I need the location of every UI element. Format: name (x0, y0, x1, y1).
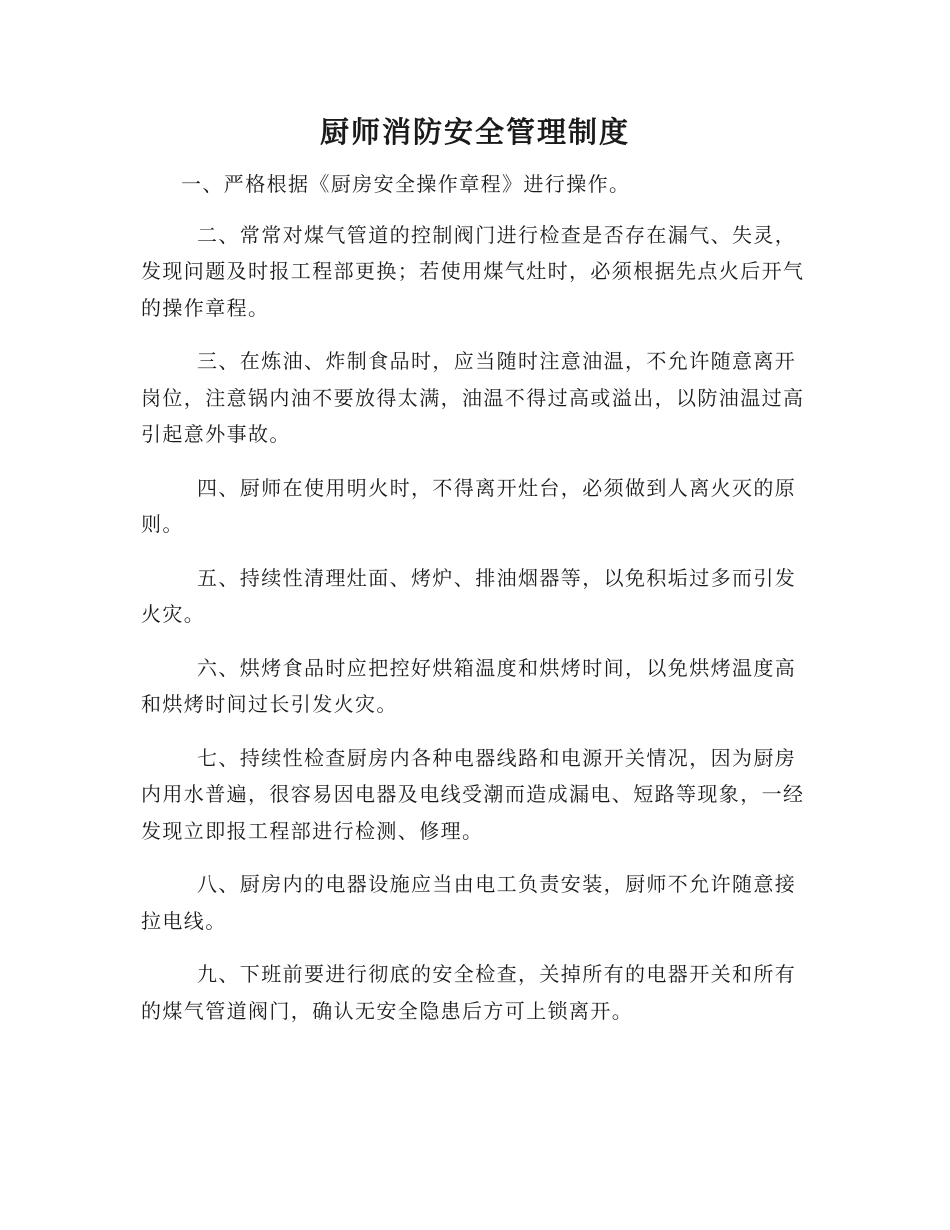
paragraph-2: 二、常常对煤气管道的控制阀门进行检查是否存在漏气、失灵，发现问题及时报工程部更换；若使用煤气灶时，必须根据先点火后开气的操作章程。 (141, 222, 805, 320)
paragraph-3: 三、在炼油、炸制食品时，应当随时注意油温，不允许随意离开岗位，注意锅内油不要放得太满，油温不得过高或溢出，以防油温过高引起意外事故。 (141, 349, 805, 446)
paragraph-1: 一、严格根据《厨房安全操作章程》进行操作。 (181, 172, 631, 196)
paragraph-5: 五、持续性清理灶面、烤炉、排油烟器等，以免积垢过多而引发火灾。 (141, 565, 797, 626)
paragraph-9: 九、下班前要进行彻底的安全检查，关掉所有的电器开关和所有的煤气管道阀门，确认无安全隐患后方可上锁离开。 (141, 962, 797, 1023)
paragraph-8: 八、厨房内的电器设施应当由电工负责安装，厨师不允许随意接拉电线。 (141, 872, 797, 933)
paragraph-6: 六、烘烤食品时应把控好烘箱温度和烘烤时间，以免烘烤温度高和烘烤时间过长引发火灾。 (141, 655, 797, 716)
document-body (141, 166, 807, 1046)
paragraph-4: 四、厨师在使用明火时，不得离开灶台，必须做到人离火灭的原则。 (141, 475, 797, 536)
paragraph-7: 七、持续性检查厨房内各种电器线路和电源开关情况，因为厨房内用水普遍，很容易因电器及电线受潮而造成漏电、短路等现象，一经发现立即报工程部进行检测、修理。 (141, 745, 805, 843)
document-title: 厨师消防安全管理制度 (319, 115, 630, 149)
